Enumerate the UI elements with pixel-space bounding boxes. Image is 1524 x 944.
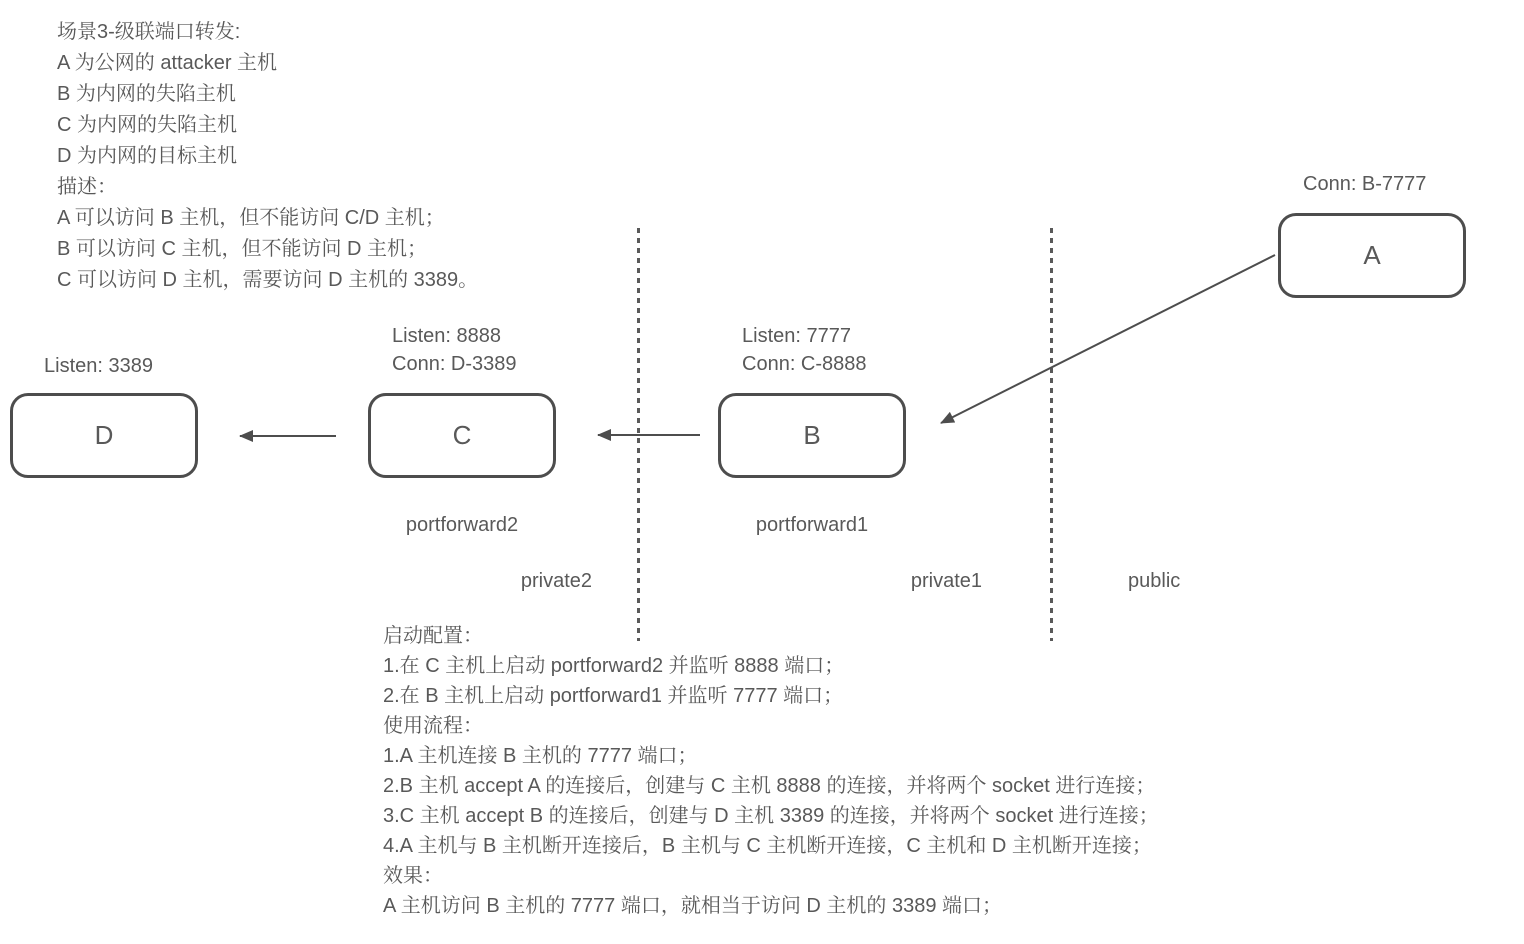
zone-label-public: public — [1128, 570, 1181, 592]
portforward2-label: portforward2 — [405, 514, 519, 536]
zone-divider-private2-private1 — [637, 228, 640, 641]
notes-line: 4.A 主机与 B 主机断开连接后，B 主机与 C 主机断开连接，C 主机和 D 主机断开连接； — [383, 835, 1152, 857]
notes-line: 2.B 主机 accept A 的连接后，创建与 C 主机 8888 的连接，并将两个 socket 进行连接； — [383, 775, 1156, 797]
node-c-listen-label: Listen: 8888 — [392, 325, 501, 347]
portforward1-label: portforward1 — [755, 514, 869, 536]
notes-line: 1.A 主机连接 B 主机的 7777 端口； — [383, 745, 698, 767]
node-d-annotation: Listen: 3389 — [44, 355, 153, 377]
notes-line: 1.在 C 主机上启动 portforward2 并监听 8888 端口； — [383, 655, 845, 677]
scenario-line: A 可以访问 B 主机，但不能访问 C/D 主机； — [57, 207, 445, 229]
zone-label-private2: private2 — [520, 570, 592, 592]
scenario-line: 描述： — [57, 176, 117, 198]
notes-line: 2.在 B 主机上启动 portforward1 并监听 7777 端口； — [383, 685, 844, 707]
notes-line: 3.C 主机 accept B 的连接后，创建与 D 主机 3389 的连接，并将两个 socket 进行连接； — [383, 805, 1159, 827]
scenario-description — [57, 17, 478, 296]
notes-line: 启动配置： — [383, 625, 483, 647]
scenario-line: A 为公网的 attacker 主机 — [57, 52, 278, 74]
scenario-line: C 为内网的失陷主机 — [57, 114, 237, 136]
node-d — [10, 393, 198, 478]
node-c-annotation — [392, 322, 517, 378]
zone-divider-private1-public — [1050, 228, 1053, 641]
scenario-line: D 为内网的目标主机 — [57, 145, 237, 167]
zone-label-private1: private1 — [910, 570, 982, 592]
arrow-a-to-b — [941, 255, 1275, 423]
node-d-label: D — [94, 420, 114, 450]
node-a-annotation: Conn: B-7777 — [1303, 173, 1427, 195]
scenario-line: C 可以访问 D 主机，需要访问 D 主机的 3389。 — [57, 269, 479, 291]
node-b-annotation — [742, 322, 867, 378]
notes-line: 使用流程： — [383, 715, 483, 737]
node-a-label: A — [1363, 240, 1381, 270]
notes-line: A 主机访问 B 主机的 7777 端口，就相当于访问 D 主机的 3389 端口； — [383, 895, 1003, 917]
node-c-label: C — [452, 420, 472, 450]
node-b — [718, 393, 906, 478]
node-b-listen-label: Listen: 7777 — [742, 325, 851, 347]
node-c-conn-label: Conn: D-3389 — [392, 353, 517, 375]
node-c — [368, 393, 556, 478]
notes-block — [383, 621, 1159, 921]
node-b-label: B — [803, 420, 821, 450]
node-b-conn-label: Conn: C-8888 — [742, 353, 867, 375]
notes-line: 效果： — [383, 865, 443, 887]
scenario-line: 场景3-级联端口转发: — [57, 21, 241, 43]
scenario-line: B 为内网的失陷主机 — [57, 83, 236, 105]
node-a — [1278, 213, 1466, 298]
scenario-line: B 可以访问 C 主机，但不能访问 D 主机； — [57, 238, 428, 260]
